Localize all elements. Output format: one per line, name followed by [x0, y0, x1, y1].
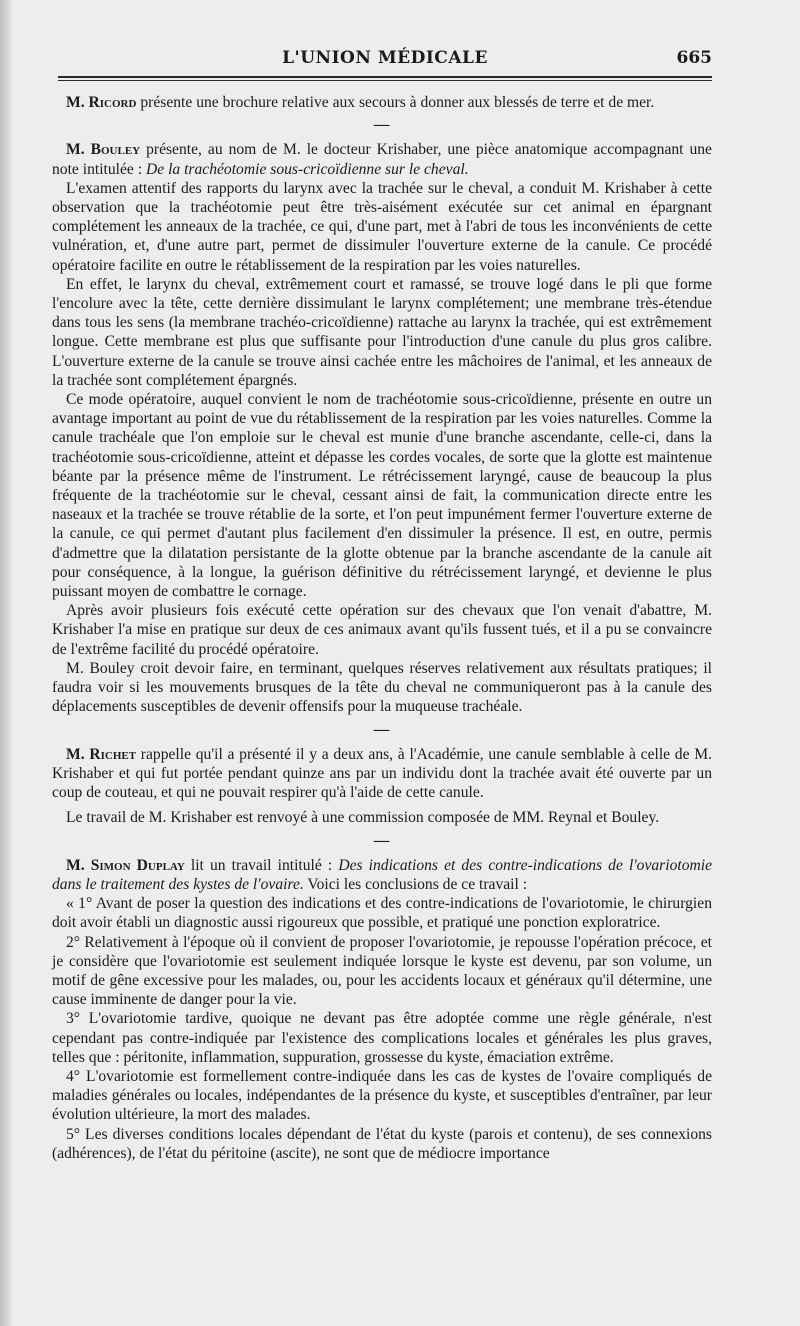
paragraph: M. Simon Duplay lit un travail intitulé : Des indications et des contre-indications de l'ovariotomie dans le traitement des kystes de l'ovaire. Voici les conclusions de ce travail : — [52, 856, 713, 893]
paragraph: Ce mode opératoire, auquel convient le nom de trachéotomie sous-cricoïdienne, présente en outre un avantage important au point de vue du rétablissement de la respiration par les voies naturelles. Comme la canule trachéale que l'on emploie sur le cheval est munie d'une branche ascendante, celle-ci, dans la trachéotomie sous-cricoïdienne, atteint et dépasse les cordes vocales, de sorte que la glotte est maintenue béante par la présence même de l'instrument. Le rétrécissement laryngé, cause de beaucoup la plus fréquente de la trachéotomie sur le cheval, cessant ainsi de fait, la communication directe entre les naseaux et la trachée se trouve rétablie de la sorte, et l'on peut impunément fermer l'ouverture externe de la canule, ce qui permet d'autant plus facilement d'en dissimuler la présence. Il est, en outre, permis d'admettre que la dilatation persistante de la glotte obtenue par la branche ascendante de la canule ait pour conséquence, à la longue, la guérison définitive du rétrécissement laryngé, et devienne le plus puissant moyen de combattre le cornage. — [52, 391, 712, 601]
paragraph: M. Bouley croit devoir faire, en terminant, quelques réserves relativement aux résultats pratiques; il faudra voir si les mouvements brusques de la tête du cheval ne communiqueront pas à la canule des déplacements susceptibles de devenir offensifs pour la muqueuse trachéale. — [52, 659, 712, 716]
paragraph: 3° L'ovariotomie tardive, quoique ne devant pas être adoptée comme une règle générale, n'est cependant pas contre-indiquée par l'existence des complications locales et générales les plus graves, telles que : péritonite, inflammation, suppuration, grossesse du kyste, émaciation extrême. — [52, 1010, 712, 1066]
header-rule-thin — [58, 80, 712, 81]
paragraph: Le travail de M. Krishaber est renvoyé à une commission composée de MM. Reynal et Bouley. — [66, 809, 660, 827]
speaker-name: M. Simon Duplay — [66, 856, 185, 874]
header-rule — [58, 76, 712, 78]
speaker-name: M. Ricord — [66, 94, 137, 111]
paragraph: M. Bouley présente, au nom de M. le docteur Krishaber, une pièce anatomique accompagnant une note intitulée : De la trachéotomie sous-cricoïdienne sur le cheval. — [52, 141, 712, 178]
paragraph: 5° Les diverses conditions locales dépendant de l'état du kyste (parois et contenu), de ses connexions (adhérences), de l'état du péritoine (ascite), ne sont que de médiocre importance — [52, 1125, 712, 1162]
journal-title: L'UNION MÉDICALE — [282, 48, 488, 68]
page-edge-shadow — [0, 0, 14, 1326]
article-body — [52, 93, 712, 1163]
paragraph: M. Ricord présente une brochure relative aux secours à donner aux blessés de terre et de mer. — [66, 94, 655, 111]
page-number: 665 — [676, 48, 712, 68]
paragraph: Après avoir plusieurs fois exécuté cette opération sur des chevaux que l'on venait d'abattre, M. Krishaber l'a mise en pratique sur deux de ces animaux avant qu'ils fussent tués, et il a pu se convaincre de l'extrême facilité du procédé opératoire. — [52, 602, 712, 658]
speaker-name: M. Richet — [66, 745, 137, 763]
paragraph: « 1° Avant de poser la question des indications et des contre-indications de l'ovariotomie, le chirurgien doit avoir établi un diagnostic aussi rigoureux que possible, et pratiqué une ponction exploratrice. — [52, 895, 712, 932]
work-title: Des indications et des contre-indications de l'ovariotomie dans le traitement des kystes de l'ovaire. — [52, 856, 713, 893]
running-header — [58, 44, 712, 74]
separator: — — [373, 831, 391, 849]
separator: — — [373, 116, 391, 134]
paragraph: En effet, le larynx du cheval, extrêmement court et ramassé, se trouve logé dans le pli que forme l'encolure avec la tête, cette dernière dissimulant le larynx complétement; une membrane très-étendue dans tous les sens (la membrane trachéo-cricoïdienne) rattache au larynx la trachée, qui est extrêmement longue. Cette membrane est plus que suffisante pour l'introduction d'une canule du plus gros calibre. L'ouverture externe de la canule se trouve ainsi cachée entre les mâchoires de l'animal, et les anneaux de la trachée sont complétement épargnés. — [52, 275, 712, 389]
paragraph: M. Richet rappelle qu'il a présenté il y a deux ans, à l'Académie, une canule semblable à celle de M. Krishaber et qui fut portée pendant quinze ans par un individu dont la trachée avait été ouverte par un coup de couteau, et qui ne pouvait respirer qu'à l'aide de cette canule. — [52, 745, 712, 802]
separator: — — [373, 720, 391, 738]
paragraph: L'examen attentif des rapports du larynx avec la trachée sur le cheval, a conduit M. Krishaber à cette observation que la trachéotomie peut être très-aisément exécutée sur cet animal en épargnant complétement les anneaux de la trachée, ce qui, d'une part, met à l'abri de tous les inconvénients de cette vulnération, et, d'une autre part, permet de dissimuler l'ouverture externe de la canule. Ce procédé opératoire facilite en outre le rétablissement de la respiration par les voies naturelles. — [52, 179, 712, 274]
paragraph: 2° Relativement à l'époque où il convient de proposer l'ovariotomie, je repousse l'opération précoce, et je considère que l'ovariotomie est seulement indiquée lorsque le kyste est devenu, par son volume, un motif de gêne excessive pour les malades, ou, pour les accidents locaux et généraux qu'il détermine, une cause imminente de danger pour la vie. — [52, 933, 712, 1009]
work-title: De la trachéotomie sous-cricoïdienne sur le cheval. — [145, 160, 469, 178]
paragraph: 4° L'ovariotomie est formellement contre-indiquée dans les cas de kystes de l'ovaire compliqués de maladies générales ou locales, indépendantes de la présence du kyste, et susceptibles d'entraîner, par leur évolution ultérieure, la mort des malades. — [52, 1067, 712, 1124]
speaker-name: M. Bouley — [66, 141, 141, 159]
